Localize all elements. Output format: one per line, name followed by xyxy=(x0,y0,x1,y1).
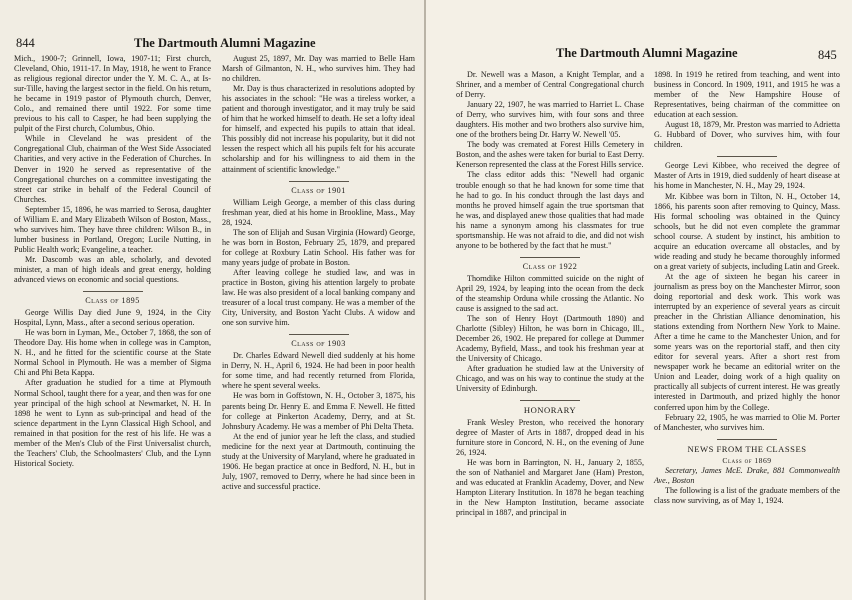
news-heading: NEWS FROM THE CLASSES xyxy=(687,443,807,454)
paragraph: Thorndike Hilton committed suicide on the night of April 29, 1924, by leaping into the ocean from the deck of the steamship Orduna while crossing the Atlantic. No cause is assigned to the sad act. xyxy=(456,273,644,314)
paragraph: Mich., 1900-7; Grinnell, Iowa, 1907-11; First church, Cleveland, Ohio, 1911-17. In May, 1918, he went to France as religious regional director under the Y. M. C. A., at Is-sur-Tille, having the largest sector in the field. On his return, he became in 1919 pastor of Plymouth church, Denver, Colo., and remained there until 1922. For some time previous to his call to Casper, he had been supplying the pulpit of the First church, Columbus, Ohio. xyxy=(14,54,211,134)
divider xyxy=(717,156,777,157)
class-heading: Class of 1922 xyxy=(522,261,578,271)
paragraph: After graduation he studied for a time at Plymouth Normal School, taught there for a year, and then was for one year principal of the high school at Newmarket, N. H. In 1898 he went to Lynn as sub-principal and head of the science department in the Lynn Classical High School, and remained in that position for the rest of his life. He was a member of the Men's Club of the First Universalist church, the Teachers' Club, the Schoolmasters' Club, and the Lynn Historical Society. xyxy=(14,378,211,468)
paragraph: After graduation he studied law at the University of Chicago, and was on his way to continue the study at the University of Edinburgh. xyxy=(456,364,644,394)
paragraph: Frank Wesley Preston, who received the honorary degree of Master of Arts in 1887, dropped dead in his furniture store in Concord, N. H., on the evening of June 26, 1924. xyxy=(456,417,644,457)
left-column-1 xyxy=(14,54,211,469)
divider xyxy=(520,400,580,401)
left-column-2 xyxy=(222,54,415,492)
paragraph: Dr. Charles Edward Newell died suddenly at his home in Derry, N. H., April 6, 1924. He had been in poor health for some time, and had recently returned from Florida, where he spent several weeks. xyxy=(222,351,415,391)
news-subheading: Class of 1869 xyxy=(722,455,772,465)
right-column-2 xyxy=(654,70,840,506)
page-number: 844 xyxy=(16,36,35,50)
running-header: The Dartmouth Alumni Magazine xyxy=(556,46,738,60)
paragraph: He was born in Lyman, Me., October 7, 1868, the son of Theodore Day. His home when in college was in Campton, N. H., and he fitted for the scientific course at the State Normal School in Plymouth. He was a member of Sigma Chi and Phi Beta Kappa. xyxy=(14,328,211,378)
paragraph: January 22, 1907, he was married to Harriet L. Chase of Derry, who survives him, with four sons and three daughters. His mother and two brothers also survive him, one of the brothers being Dr. Harry W. Newell '05. xyxy=(456,100,644,140)
class-heading: Class of 1895 xyxy=(85,296,140,306)
paragraph: The body was cremated at Forest Hills Cemetery in Boston, and the ashes were taken for burial to East Derry. Kenerson represented the class at the Forest Hills service. xyxy=(456,140,644,170)
class-heading: Class of 1901 xyxy=(291,185,346,195)
right-column-1 xyxy=(456,70,644,518)
paragraph: He was born in Goffstown, N. H., October 3, 1875, his parents being Dr. Henry E. and Emma F. Newell. He fitted for college at Pinkerton Academy, Derry, and at St. Johnsbury Academy. He was a member of Phi Delta Theta. xyxy=(222,391,415,431)
secretary-line: Secretary, James McE. Drake, 881 Commonwealth Ave., Boston xyxy=(654,465,840,485)
paragraph: At the end of junior year he left the class, and studied medicine for the next year at Dartmouth, continuing the study at the University of Maryland, where he graduated in 1906. He began practice at once in Bedford, N. H., but in July, 1907, removed to Derry, where he had since been in active and successful practice. xyxy=(222,431,415,491)
paragraph: He was born in Barrington, N. H., January 2, 1855, the son of Nathaniel and Margaret Jane (Ham) Preston, and was educated at Franklin Academy, Dover, and New Hampton Literary Institution. In 1878 he began teaching in the New Hampton Institution, became associate principal in 1887, and principal in xyxy=(456,457,644,517)
paragraph: While in Cleveland he was president of the Congregational Club, chairman of the West Side Associated Charities, and very active in the Federation of Churches. In Denver in 1920 he served as representative of the Congregational churches on a committee investigating the street car strike in behalf of the Federal Council of Churches. xyxy=(14,134,211,204)
paragraph: Mr. Day is thus characterized in resolutions adopted by his associates in the school: "He was a tireless worker, a patient and thorough investigator, and it may truly be said of him that he worked himself to death. He set a lofty ideal for himself, and expected his pupils to attain that ideal. This possibly did not increase his popularity, but it did not lessen the respect which all his pupils felt for his accurate scholarship and for his willingness to aid them in the attainment of scientific knowledge." xyxy=(222,84,415,174)
honorary-heading: HONORARY xyxy=(523,405,577,416)
paragraph: Mr. Kibbee was born in Tilton, N. H., October 14, 1866, his parents soon after removing to Quincy, Mass. His formal schooling was obtained in the Quincy schools, but he did not even complete the grammar school course. A student by instinct, his ambition to acquire an education overcame all obstacles, and by wide reading and study he became thoroughly informed on a great variety of subjects, including Latin and Greek. xyxy=(654,191,840,271)
left-page xyxy=(0,0,424,600)
divider xyxy=(83,291,143,292)
paragraph: George Willis Day died June 9, 1924, in the City Hospital, Lynn, Mass., after a second serious operation. xyxy=(14,308,211,328)
paragraph: The following is a list of the graduate members of the class now surviving, as of May 1, 1924. xyxy=(654,485,840,505)
paragraph: The son of Henry Hoyt (Dartmouth 1890) and Charlotte (Sibley) Hilton, he was born in Chicago, Ill., December 26, 1902. He prepared for college at Dummer Academy, Byfield, Mass., and took his freshman year at the University of Chicago. xyxy=(456,314,644,364)
paragraph: William Leigh George, a member of this class during freshman year, died at his home in Brookline, Mass., May 28, 1924. xyxy=(222,197,415,227)
running-header: The Dartmouth Alumni Magazine xyxy=(134,36,316,50)
class-heading: Class of 1903 xyxy=(291,339,346,349)
paragraph: 1898. In 1919 he retired from teaching, and went into business in Concord. In 1909, 1911, and 1915 he was a member of the New Hampshire House of Representatives, being chairman of the committee on education at each session. xyxy=(654,70,840,120)
divider xyxy=(520,257,580,258)
paragraph: George Levi Kibbee, who received the degree of Master of Arts in 1919, died suddenly of heart disease at his home in Manchester, N. H., May 29, 1924. xyxy=(654,161,840,191)
divider xyxy=(289,334,349,335)
paragraph: February 22, 1905, he was married to Olie M. Porter of Manchester, who survives him. xyxy=(654,412,840,432)
paragraph: Dr. Newell was a Mason, a Knight Templar, and a Shriner, and a member of Central Congregational church of Derry. xyxy=(456,70,644,100)
divider xyxy=(289,181,349,182)
paragraph: Mr. Dascomb was an able, scholarly, and devoted minister, a man of high ideals and great energy, holding advanced views on economic and social questions. xyxy=(14,254,211,285)
paragraph: The class editor adds this: "Newell had organic trouble enough so that he had known for some time that he had to go. In his conduct through the last days and months he proved himself again the true sportsman that he was, and displayed anew those qualities that had made his name a synonym among his classmates for true sportsmanship. He was not afraid to die, and did not wish anyone to be bothered by the fact that he must." xyxy=(456,170,644,250)
paragraph: August 25, 1897, Mr. Day was married to Belle Ham Marsh of Gilmanton, N. H., who survives him. They had no children. xyxy=(222,54,415,84)
paragraph: August 18, 1879, Mr. Preston was married to Adrietta G. Hubbard of Dover, who survives him, with four children. xyxy=(654,120,840,150)
paragraph: The son of Elijah and Susan Virginia (Howard) George, he was born in Boston, February 25, 1879, and prepared for college at Roxbury Latin School. His father was for many years judge of probate in Boston. xyxy=(222,227,415,267)
paragraph: After leaving college he studied law, and was in practice in Boston, giving his attention largely to probate law. He was also president of a local banking company and treasurer of a local trust company. He was a member of the City, University, and Boston Yacht Clubs. A widow and one son survive him. xyxy=(222,267,415,328)
paragraph: At the age of sixteen he began his career in journalism as press boy on the Manchester Mirror, soon doing reportorial and desk work. This work was interrupted by an experience of several years as circuit preacher in the Christian Alliance denomination, his stations extending from Northern New York to Maine. After a time he came to the Manchester Union, and for some years was on the reportorial staff, and then city editor for several years. After a short rest from newspaper work he became an editorial writer on the Union and Leader, doing work of a high quality on practically all subjects of current interest. He was greatly interested in Dartmouth, and prized highly the honor conferred upon him by the College. xyxy=(654,271,840,412)
divider xyxy=(717,439,777,440)
paragraph: September 15, 1896, he was married to Serosa, daughter of William E. and Mary Elizabeth Wilson of Boston, Mass., who survives him. They have three children: Wilson B., in lumber business in Portland, Oregon; Lucile Nutting, in Public Health work; Evangeline, a teacher. xyxy=(14,204,211,254)
page-number: 845 xyxy=(818,48,837,62)
right-page xyxy=(426,0,852,600)
